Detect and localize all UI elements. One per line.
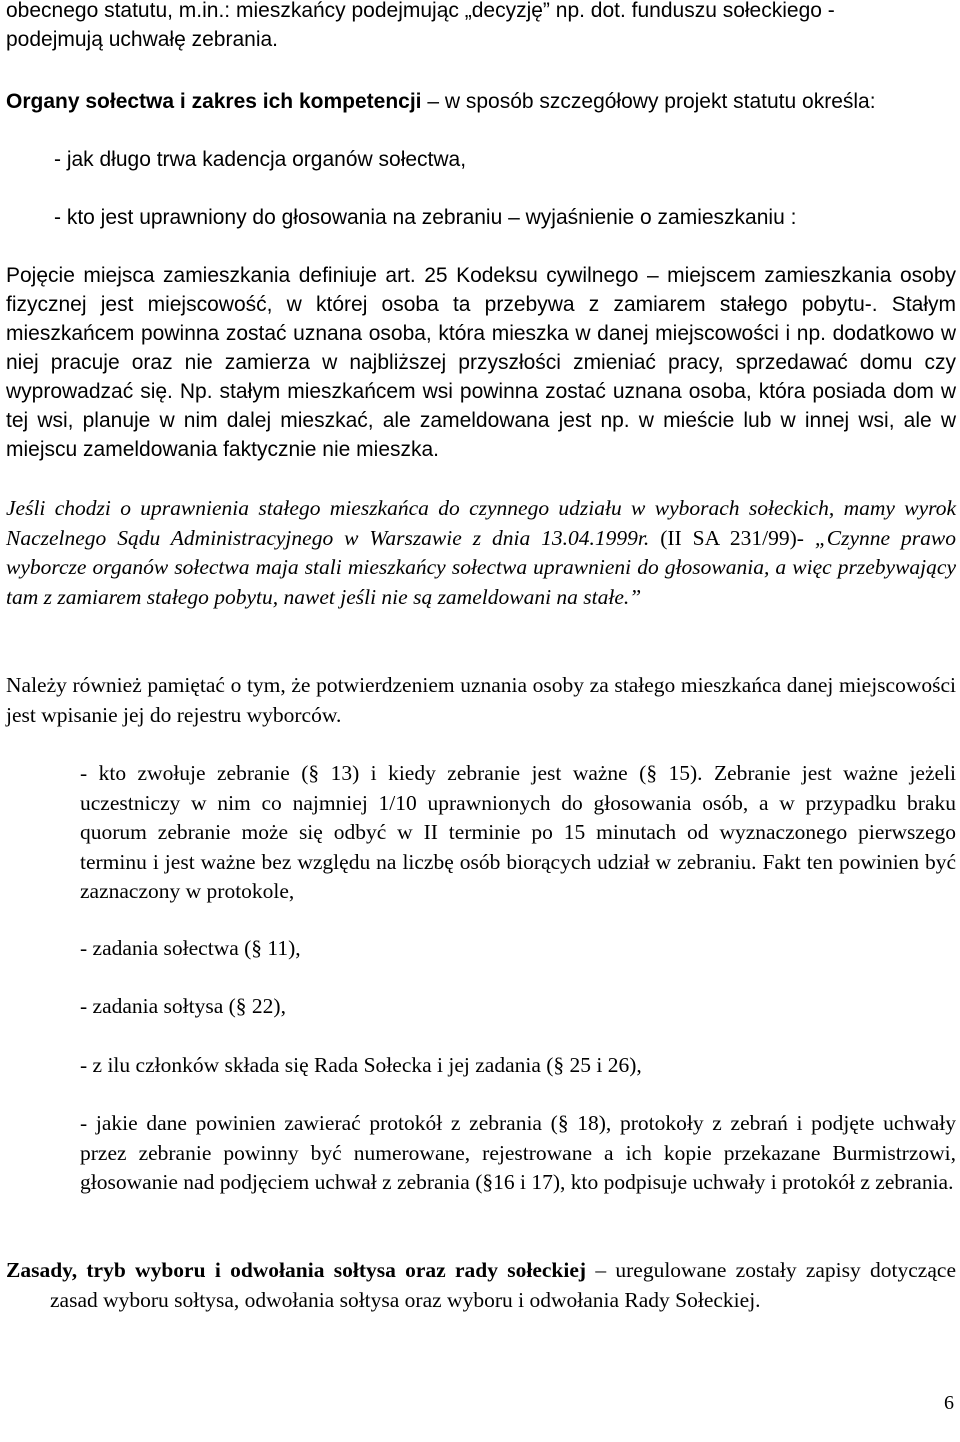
organs-heading: Organy sołectwa i zakres ich kompetencji — [6, 90, 422, 113]
bullet-meeting-protocol: - jakie dane powinien zawierać protokół z zebrania (§ 18), protokoły z zebrań i podjęte uchwały przez zebranie powinny być numerowane, rejestrowane a ich kopie przekazane Burmistrzowi, głosowanie nad podjęciem uchwał z zebrania (§16 i 17), kto podpisuje uchwały i protokół z zebrania. — [80, 1111, 956, 1195]
intro-line-1: obecnego statutu, m.in.: mieszkańcy podejmując „decyzję” np. dot. funduszu sołeckiego - — [6, 0, 835, 22]
bullet-soltys-tasks: - zadania sołtysa (§ 22), — [80, 994, 286, 1018]
bullet-who-convenes: - kto zwołuje zebranie (§ 13) i kiedy zebranie jest ważne (§ 15). Zebranie jest ważne jeżeli uczestniczy w nim co najmniej 1/10 uprawnionych do głosowania osób, a w przypadku braku quorum zebranie może się odbyć w II terminie po 15 minutach od wyznaczonego pierwszego terminu i jest ważne bez względu na liczbę osób biorących udział w zebraniu. Fakt ten powinien być zaznaczony w protokole, — [80, 761, 956, 904]
election-heading: Zasady, tryb wyboru i odwołania sołtysa oraz rady sołeckiej — [6, 1258, 587, 1282]
ruling-quote: „Czynne prawo wyborcze organów sołectwa maja stali mieszkańcy sołectwa uprawnieni do głosowania, a więc przebywający tam z zamiarem stałego pobytu, nawet jeśli nie są zameldowani na stałe.” — [6, 525, 956, 609]
residence-paragraph: Pojęcie miejsca zamieszkania definiuje art. 25 Kodeksu cywilnego – miejscem zamieszkania osoby fizycznej jest miejscowość, w której osoba ta przebywa z zamiarem stałego pobytu-. Stałym mieszkańcem powinna zostać uznana osoba, która mieszka w danej miejscowości i np. dodatkowo w niej pracuje oraz nie zamierza w najbliższej przyszłości zmieniać pracy, sprzedawać domu czy wyprowadzać się. Np. stałym mieszkańcem wsi powinna zostać uznana osoba, która posiada dom w tej wsi, planuje w nim dalej mieszkać, ale zameldowana jest np. w mieście lub w innej wsi, ale w miejscu zameldowania faktycznie nie mieszka. — [6, 264, 956, 461]
bullet-voting-eligibility: - kto jest uprawniony do głosowania na zebraniu – wyjaśnienie o zamieszkaniu : — [54, 206, 797, 229]
bullet-village-council: - z ilu członków składa się Rada Sołecka i jej zadania (§ 25 i 26), — [80, 1053, 642, 1077]
election-paragraph — [6, 1256, 956, 1315]
court-ruling-paragraph — [6, 494, 956, 612]
intro-paragraph — [6, 0, 956, 54]
ruling-intro: Jeśli chodzi o uprawnienia stałego mieszkańca do czynnego udziału w wyborach sołeckich, mamy wyrok Naczelnego Sądu Administracyjnego w Warszawie z dnia 13.04.1999r. — [6, 496, 956, 550]
voter-register-paragraph: Należy również pamiętać o tym, że potwierdzeniem uznania osoby za stałego mieszkańca danej miejscowości jest wpisanie jej do rejestru wyborców. — [6, 673, 956, 727]
bullet-village-tasks: - zadania sołectwa (§ 11), — [80, 936, 301, 960]
organs-paragraph — [6, 87, 956, 116]
organs-text: – w sposób szczegółowy projekt statutu określa: — [421, 90, 876, 113]
intro-line-2: podejmują uchwałę zebrania. — [6, 28, 279, 51]
ruling-case-reference: (II SA 231/99)- — [649, 525, 815, 550]
page-number: 6 — [944, 1392, 954, 1414]
bullet-term-of-office: - jak długo trwa kadencja organów sołectwa, — [54, 148, 467, 171]
election-text: – uregulowane zostały zapisy dotyczące zasad wyboru sołtysa, odwołania sołtysa oraz wyboru i odwołania Rady Sołeckiej. — [50, 1258, 956, 1312]
